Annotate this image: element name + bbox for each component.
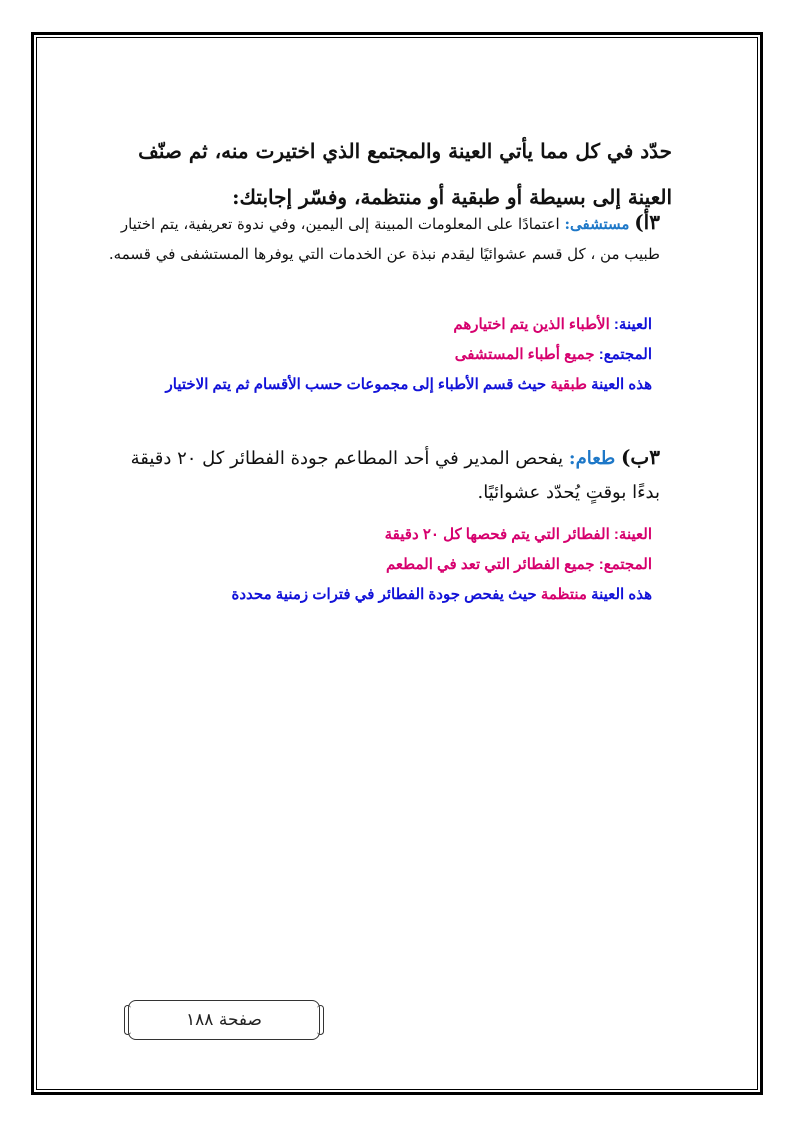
- badge-scroll-left: [124, 1005, 131, 1035]
- question-number: ٣ب): [620, 445, 660, 469]
- answer-type-line: [152, 370, 652, 400]
- answer-type-line: [152, 580, 652, 610]
- answer-population-line: [152, 550, 652, 580]
- question-text: يفحص المدير في أحد المطاعم جودة الفطائر كل ٢٠ دقيقة بدءًا بوقتٍ يُحدّد عشوائيًا.: [130, 448, 660, 503]
- answer-sample-line: [152, 310, 652, 340]
- answer-sample-line: [152, 520, 652, 550]
- sample-text: الأطباء الذين يتم اختيارهم: [453, 316, 610, 333]
- question-text: اعتمادًا على المعلومات المبينة إلى اليمين، وفي ندوة تعريفية، يتم اختيار طبيب من ، كل قسم عشوائيًا ليقدم نبذة عن الخدمات التي يوفرها المستشفى في قسمه.: [108, 215, 660, 263]
- badge-scroll-right: [317, 1005, 324, 1035]
- question-number: ٣أ): [634, 210, 660, 234]
- answer-3a: [152, 310, 652, 400]
- question-keyword: طعام:: [568, 448, 616, 469]
- population-text: جميع الفطائر التي تعد في المطعم: [385, 556, 595, 573]
- type-prefix: هذه العينة: [591, 376, 652, 393]
- instructions-line-1: حدّد في كل مما يأتي العينة والمجتمع الذي اختيرت منه، ثم صنّف: [138, 139, 672, 163]
- page-number-badge: [128, 1000, 320, 1040]
- sample-type: طبقية: [550, 376, 587, 393]
- answer-3b: [152, 520, 652, 610]
- question-3a: [100, 207, 660, 269]
- question-3b: [100, 440, 660, 510]
- answer-population-line: [152, 340, 652, 370]
- population-label: المجتمع:: [598, 346, 652, 363]
- population-text: جميع أطباء المستشفى: [454, 346, 595, 363]
- type-reason: حيث قسم الأطباء إلى مجموعات حسب الأقسام ثم يتم الاختيار: [165, 376, 547, 393]
- sample-text: الفطائر التي يتم فحصها كل ٢٠ دقيقة: [384, 526, 610, 543]
- type-prefix: هذه العينة: [591, 586, 652, 603]
- type-reason: حيث يفحص جودة الفطائر في فترات زمنية محددة: [231, 586, 537, 603]
- instructions-line-2: العينة إلى بسيطة أو طبقية أو منتظمة، وفسّر إجابتك:: [232, 185, 672, 209]
- page-number: صفحة ١٨٨: [186, 1010, 262, 1030]
- population-label: المجتمع:: [598, 556, 652, 573]
- sample-label: العينة:: [613, 316, 652, 333]
- sample-type: منتظمة: [540, 586, 587, 603]
- question-keyword: مستشفى:: [564, 215, 630, 233]
- sample-label: العينة:: [613, 526, 652, 543]
